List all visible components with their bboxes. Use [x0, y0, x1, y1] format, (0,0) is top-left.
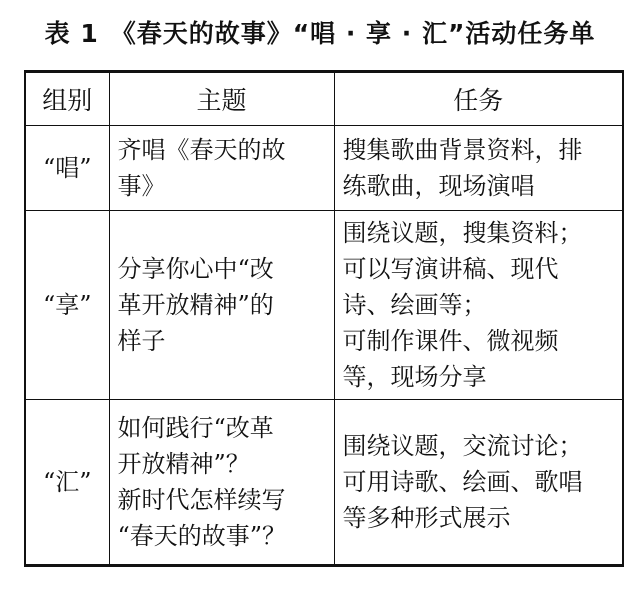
- table-row-share: [25, 211, 623, 400]
- theme-cell: [109, 211, 334, 400]
- theme-line: 分享你心中“改: [117, 255, 274, 283]
- header-task: 任务: [334, 72, 623, 126]
- task-line: 等，现场分享: [342, 363, 487, 391]
- task-line: 练歌曲，现场演唱: [342, 172, 535, 200]
- theme-line: 开放精神”？: [117, 450, 250, 478]
- theme-cell: [109, 126, 334, 211]
- group-cell: “汇”: [25, 400, 109, 566]
- group-cell: “享”: [25, 211, 109, 400]
- theme-line: 新时代怎样续写: [117, 486, 286, 514]
- task-line: 诗、绘画等；: [342, 291, 487, 319]
- header-group: 组别: [25, 72, 109, 126]
- task-line: 等多种形式展示: [342, 504, 511, 532]
- table-row-gather: [25, 400, 623, 566]
- task-line: 可用诗歌、绘画、歌唱: [342, 468, 583, 496]
- theme-line: “春天的故事”？: [117, 522, 287, 550]
- group-cell: “唱”: [25, 126, 109, 211]
- table-caption: [0, 14, 640, 50]
- theme-line: 如何践行“改革: [117, 414, 274, 442]
- task-cell: [334, 211, 623, 400]
- task-cell: [334, 400, 623, 566]
- theme-line: 样子: [117, 327, 166, 355]
- table-number: 表 1: [44, 19, 99, 48]
- task-line: 可以写演讲稿、现代: [342, 255, 559, 283]
- task-table: [24, 70, 624, 567]
- task-line: 可制作课件、微视频: [342, 327, 559, 355]
- task-line: 搜集歌曲背景资料，排: [342, 136, 583, 164]
- header-theme: 主题: [109, 72, 334, 126]
- header-row: [25, 72, 623, 126]
- theme-line: 事》: [117, 172, 166, 200]
- table-title: 《春天的故事》“唱 · 享 · 汇”活动任务单: [110, 19, 596, 48]
- task-line: 围绕议题，交流讨论；: [342, 432, 583, 460]
- task-line: 围绕议题，搜集资料；: [342, 219, 583, 247]
- table-row-sing: [25, 126, 623, 211]
- theme-line: 齐唱《春天的故: [117, 136, 286, 164]
- theme-cell: [109, 400, 334, 566]
- task-cell: [334, 126, 623, 211]
- theme-line: 革开放精神”的: [117, 291, 274, 319]
